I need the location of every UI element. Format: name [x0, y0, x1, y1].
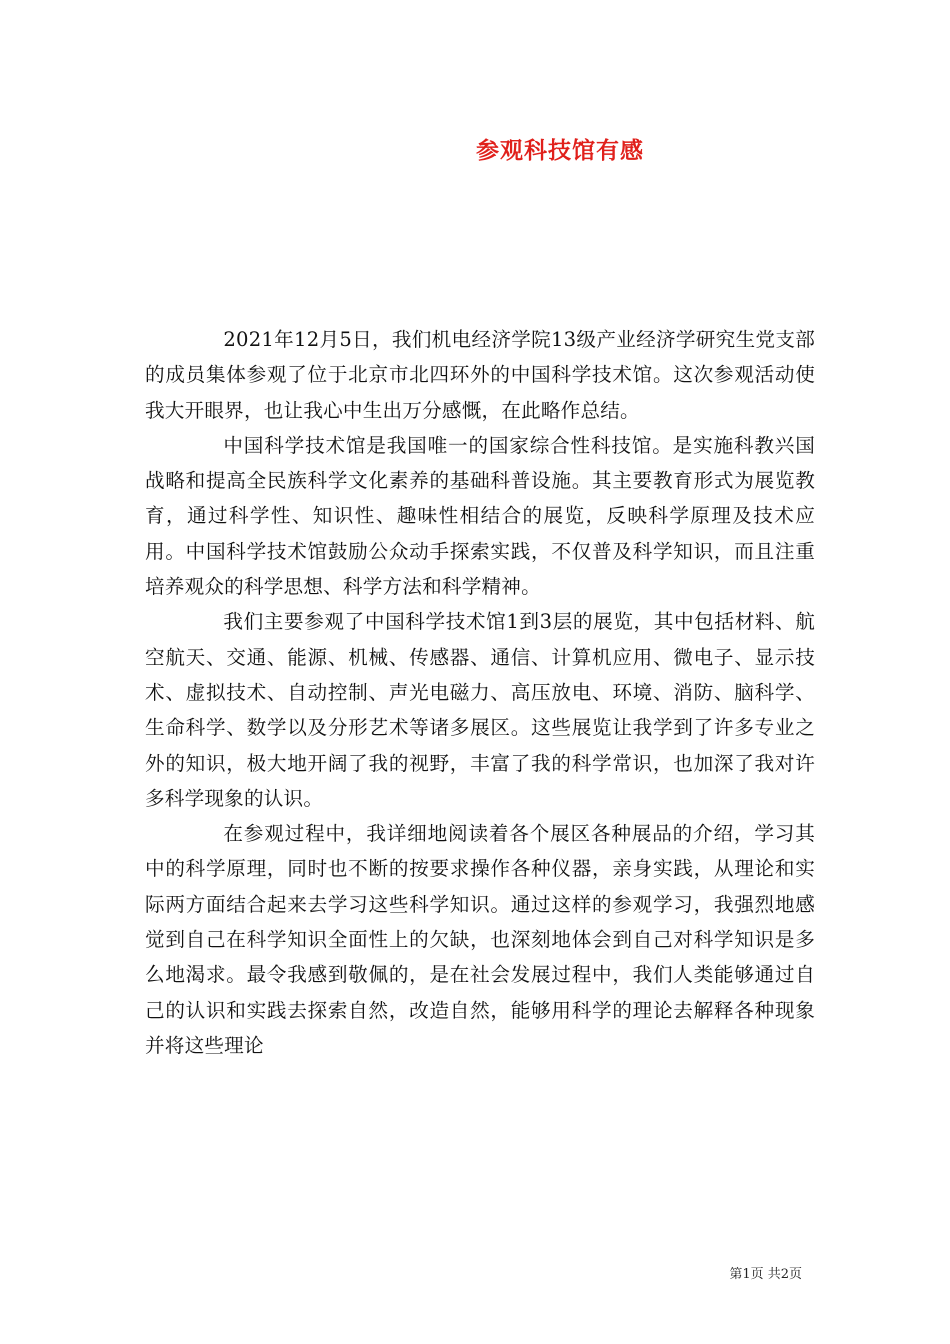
paragraph-3: 我们主要参观了中国科学技术馆1到3层的展览，其中包括材料、航空航天、交通、能源、机械、传感器、通信、计算机应用、微电子、显示技术、虚拟技术、自动控制、声光电磁力、高压放电、环境、消防、脑科学、生命科学、数学以及分形艺术等诸多展区。这些展览让我学到了许多专业之外的知识，极大地开阔了我的视野，丰富了我的科学常识，也加深了我对许多科学现象的认识。 [145, 610, 815, 810]
paragraph-2: 中国科学技术馆是我国唯一的国家综合性科技馆。是实施科教兴国战略和提高全民族科学文化素养的基础科普设施。其主要教育形式为展览教育，通过科学性、知识性、趣味性相结合的展览，反映科学原理及技术应用。中国科学技术馆鼓励公众动手探索实践，不仅普及科学知识，而且注重培养观众的科学思想、科学方法和科学精神。 [145, 433, 815, 599]
paragraph-1: 2021年12月5日，我们机电经济学院13级产业经济学研究生党支部的成员集体参观了位于北京市北四环外的中国科学技术馆。这次参观活动使我大开眼界，也让我心中生出万分感慨，在此略作总结。 [145, 328, 815, 422]
document-body [145, 322, 815, 1063]
document-title: 参观科技馆有感 [476, 138, 644, 164]
paragraph-4: 在参观过程中，我详细地阅读着各个展区各种展品的介绍，学习其中的科学原理，同时也不断的按要求操作各种仪器，亲身实践，从理论和实际两方面结合起来去学习这些科学知识。通过这样的参观学习，我强烈地感觉到自己在科学知识全面性上的欠缺，也深刻地体会到自己对科学知识是多么地渴求。最令我感到敬佩的，是在社会发展过程中，我们人类能够通过自己的认识和实践去探索自然，改造自然，能够用科学的理论去解释各种现象并将这些理论 [145, 822, 815, 1057]
page-number: 第1页 共2页 [729, 1267, 802, 1282]
